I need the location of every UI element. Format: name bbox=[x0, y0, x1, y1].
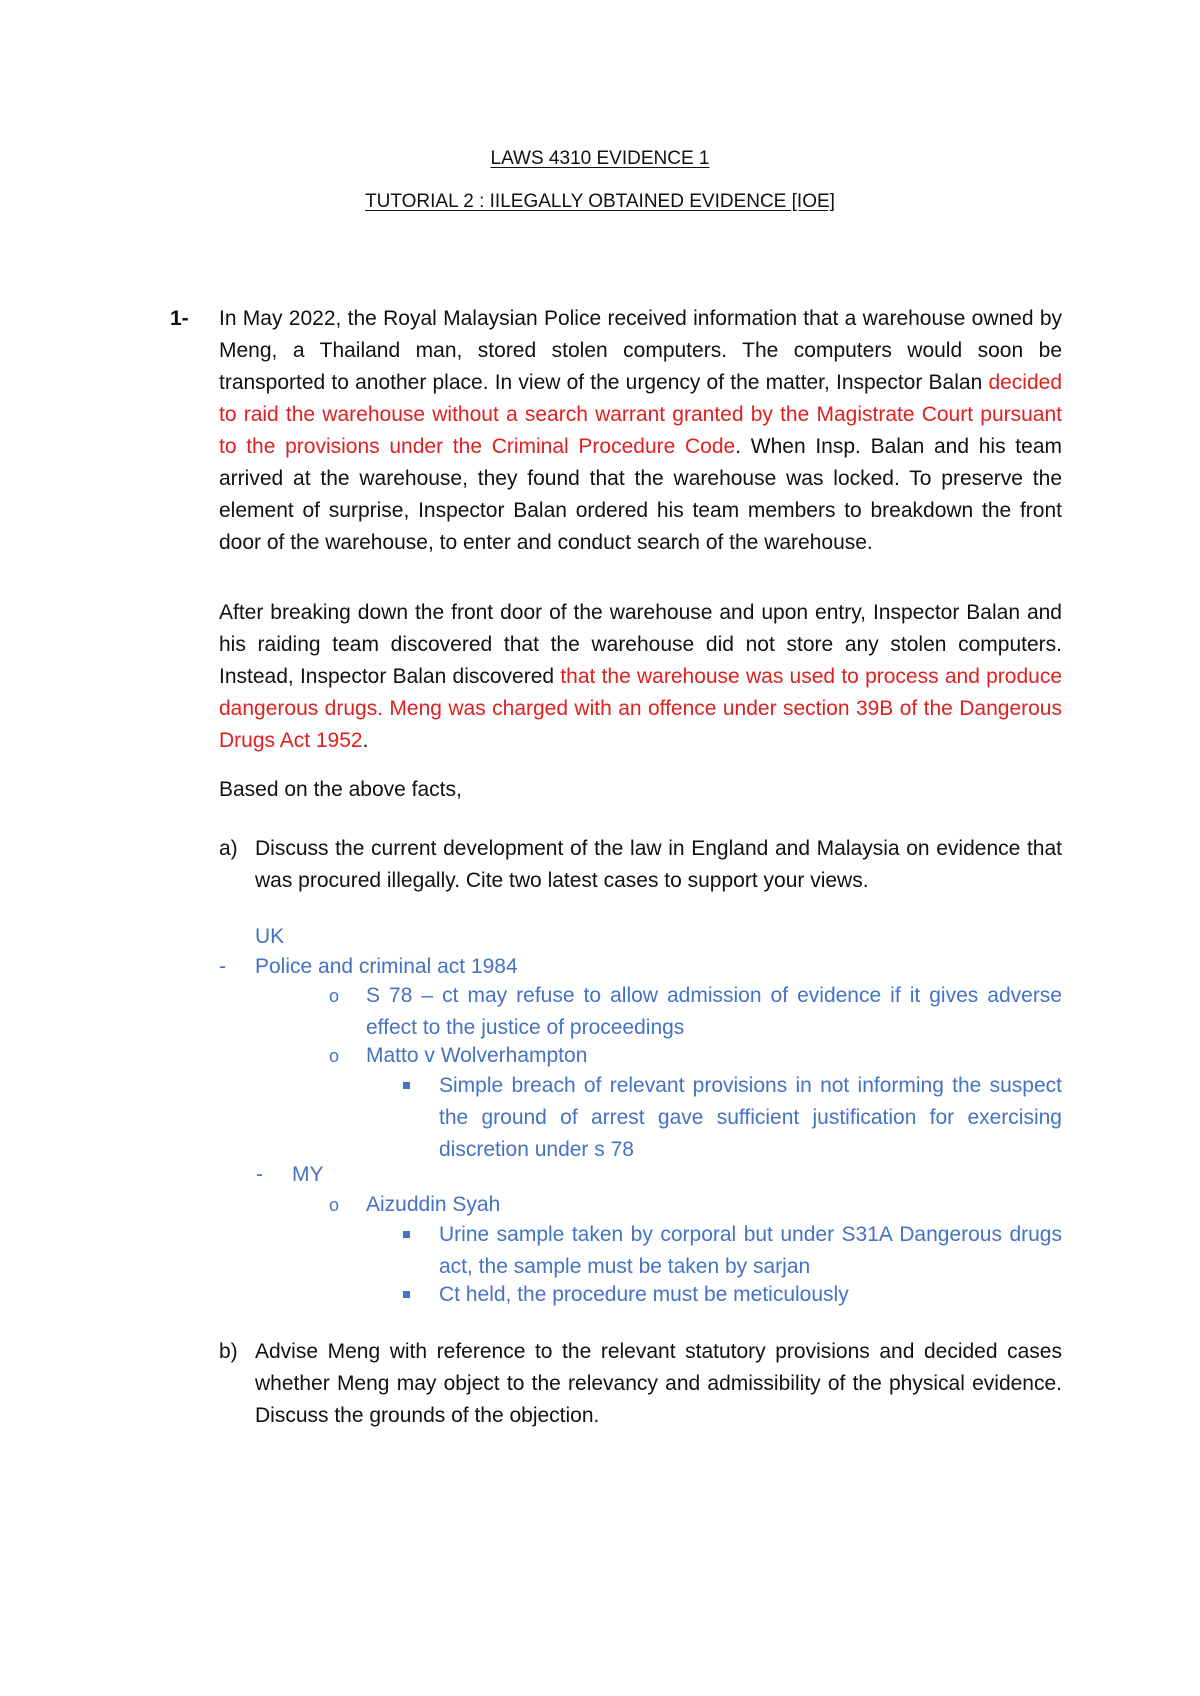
subquestion-b-text: Advise Meng with reference to the relevant statutory provisions and decided cases whether Meng may object to the relevancy and admissibility of the physical evidence. Discuss the grounds of the objection. bbox=[255, 1340, 1062, 1427]
subquestion-a-text: Discuss the current development of the law in England and Malaysia on evidence that was procured illegally. Cite two latest cases to support your views. bbox=[255, 837, 1062, 892]
question-number: 1- bbox=[170, 307, 189, 330]
paragraph-1-text-end: . When Insp. Balan and his team arrived at the warehouse, they found that the warehouse was locked. To preserve the element of surprise, Inspector Balan ordered his team members to breakdown the front door of the warehouse, to enter and conduct search of the warehouse. bbox=[219, 435, 1062, 554]
question-paragraph-1 bbox=[219, 303, 1062, 559]
paragraph-1-text: In May 2022, the Royal Malaysian Police received information that a warehouse owned by Meng, a Thailand man, stored stolen computers. The computers would soon be transported to another place. In view of the urgency of the matter, Inspector Balan bbox=[219, 307, 1062, 394]
paragraph-2-text: After breaking down the front door of the warehouse and upon entry, Inspector Balan and his raiding team discovered that the warehouse did not store any stolen computers. Instead, Inspector Balan discovered bbox=[219, 601, 1062, 688]
course-title: LAWS 4310 EVIDENCE 1 bbox=[490, 148, 710, 169]
circle-bullet: o bbox=[329, 1046, 340, 1066]
notes-s78: S 78 – ct may refuse to allow admission of evidence if it gives adverse effect to the justice of proceedings bbox=[366, 984, 1062, 1039]
tutorial-title: TUTORIAL 2 : IILEGALLY OBTAINED EVIDENCE [IOE] bbox=[365, 191, 835, 212]
circle-bullet: o bbox=[329, 1195, 340, 1215]
subquestion-a-label: a) bbox=[219, 837, 238, 860]
notes-matto-point: Simple breach of relevant provisions in not informing the suspect the ground of arrest gave sufficient justification for exercising discretion under s 78 bbox=[439, 1074, 1062, 1161]
notes-uk-act: Police and criminal act 1984 bbox=[255, 955, 518, 978]
square-bullet-icon bbox=[403, 1082, 410, 1089]
dash-bullet: - bbox=[219, 955, 226, 978]
paragraph-2-text-end: . bbox=[362, 729, 369, 752]
notes-my-heading: MY bbox=[292, 1163, 324, 1186]
paragraph-1-highlight: decided to raid the warehouse without a search warrant granted by the Magistrate Court pursuant to the provisions under the Criminal Procedure Code bbox=[219, 371, 1062, 458]
notes-matto-case: Matto v Wolverhampton bbox=[366, 1044, 588, 1067]
question-paragraph-3: Based on the above facts, bbox=[219, 778, 462, 801]
notes-aizuddin-case: Aizuddin Syah bbox=[366, 1193, 501, 1216]
subquestion-b-label: b) bbox=[219, 1340, 238, 1363]
notes-uk-heading: UK bbox=[255, 925, 285, 948]
square-bullet-icon bbox=[403, 1231, 410, 1238]
notes-aizuddin-point-1: Urine sample taken by corporal but under S31A Dangerous drugs act, the sample must be taken by sarjan bbox=[439, 1223, 1062, 1278]
square-bullet-icon bbox=[403, 1291, 410, 1298]
question-paragraph-2 bbox=[219, 597, 1062, 757]
circle-bullet: o bbox=[329, 986, 340, 1006]
notes-aizuddin-point-2: Ct held, the procedure must be meticulously bbox=[439, 1283, 849, 1306]
paragraph-2-highlight: that the warehouse was used to process and produce dangerous drugs. Meng was charged with an offence under section 39B of the Dangerous Drugs Act 1952 bbox=[219, 665, 1063, 752]
dash-bullet: - bbox=[256, 1163, 263, 1186]
